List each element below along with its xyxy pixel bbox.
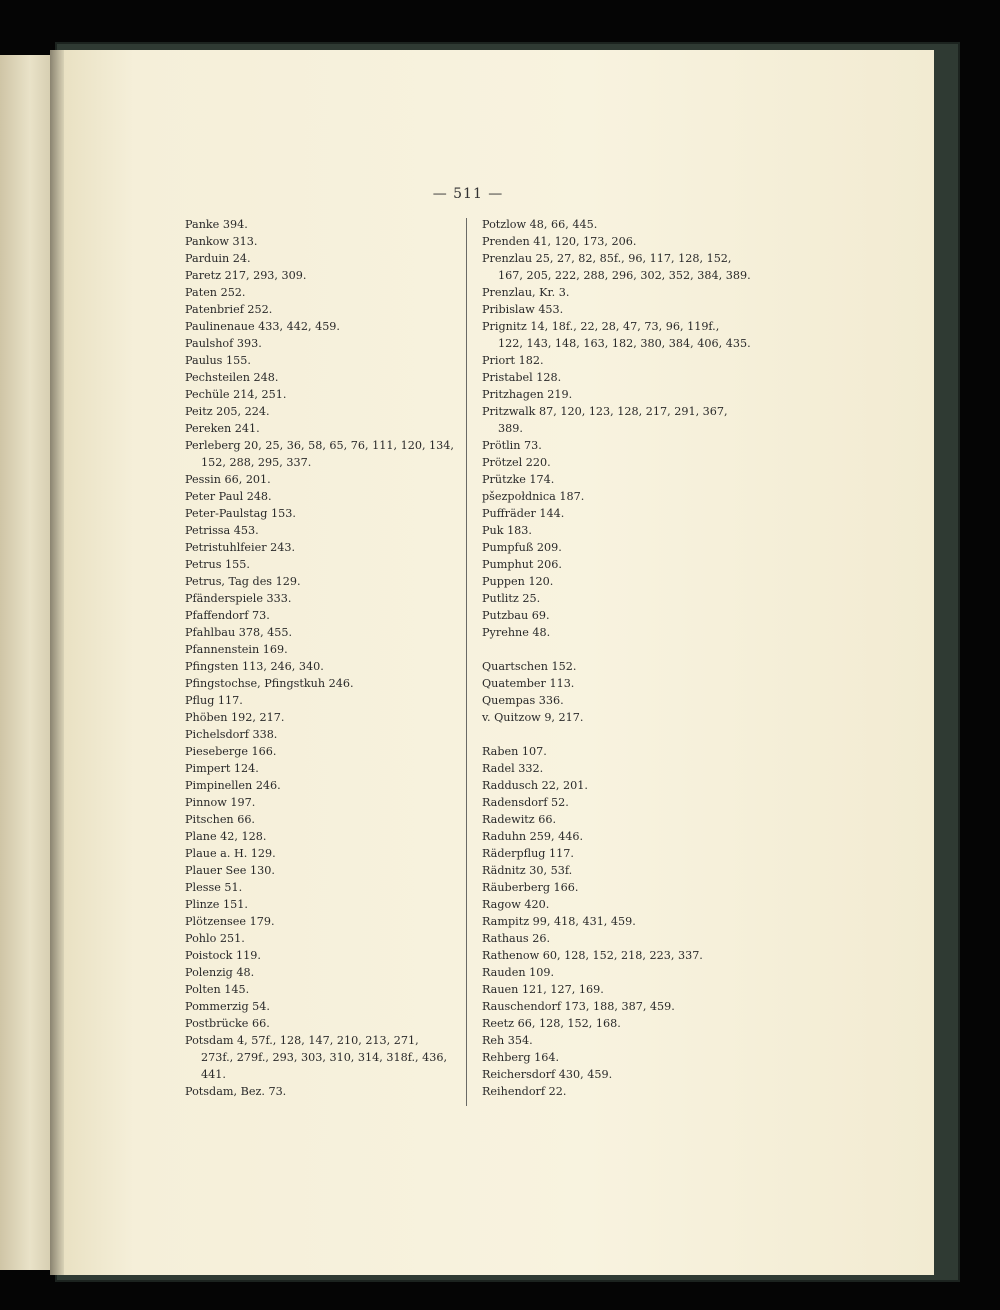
index-entry — [185, 607, 470, 624]
index-entry — [482, 607, 782, 624]
index-entry-line: Pichelsdorf 338. — [185, 728, 278, 741]
index-entry — [482, 879, 782, 896]
index-entry — [185, 335, 470, 352]
index-entry-line: Radensdorf 52. — [482, 796, 569, 809]
index-entry-line: Prignitz 14, 18f., 22, 28, 47, 73, 96, 119f., — [482, 320, 720, 333]
index-entry — [482, 1049, 782, 1066]
index-entry-line: Rathenow 60, 128, 152, 218, 223, 337. — [482, 949, 703, 962]
index-entry-line: Pankow 313. — [185, 235, 258, 248]
index-entry-line: Parduin 24. — [185, 252, 251, 265]
index-entry — [482, 998, 782, 1015]
index-entry — [185, 573, 470, 590]
section-gap — [482, 726, 782, 743]
index-entry-line: Prützke 174. — [482, 473, 555, 486]
index-entry-line: Peitz 205, 224. — [185, 405, 270, 418]
index-entry-line: Rehberg 164. — [482, 1051, 560, 1064]
index-entry-line: Räderpflug 117. — [482, 847, 574, 860]
index-entry — [185, 539, 470, 556]
index-entry — [482, 794, 782, 811]
index-entry-line: Paretz 217, 293, 309. — [185, 269, 307, 282]
index-entry-line: Puffräder 144. — [482, 507, 565, 520]
index-entry — [185, 641, 470, 658]
index-entry-line: Radewitz 66. — [482, 813, 557, 826]
index-entry-line: Pfingsten 113, 246, 340. — [185, 660, 324, 673]
index-entry-line: Pyrehne 48. — [482, 626, 551, 639]
index-entry-line: Pfannenstein 169. — [185, 643, 288, 656]
index-entry — [185, 930, 470, 947]
index-entry-line: Raduhn 259, 446. — [482, 830, 584, 843]
index-entry — [482, 777, 782, 794]
section-gap — [482, 641, 782, 658]
index-entry-line: Pfingstochse, Pfingstkuh 246. — [185, 677, 354, 690]
index-entry — [482, 896, 782, 913]
index-entry — [482, 233, 782, 250]
index-entry-line: Petrus 155. — [185, 558, 250, 571]
index-entry-line: Pohlo 251. — [185, 932, 245, 945]
index-entry-line: Quempas 336. — [482, 694, 564, 707]
index-entry — [482, 760, 782, 777]
index-entry — [482, 556, 782, 573]
index-entry — [185, 1015, 470, 1032]
index-entry — [185, 403, 470, 420]
index-entry-line: Paten 252. — [185, 286, 246, 299]
index-entry — [185, 981, 470, 998]
index-entry-line: Pritzwalk 87, 120, 123, 128, 217, 291, 367, — [482, 405, 728, 418]
index-entry-line: Quartschen 152. — [482, 660, 577, 673]
index-entry-line: Putlitz 25. — [482, 592, 541, 605]
index-entry — [185, 505, 470, 522]
index-entry — [482, 709, 782, 726]
index-entry — [482, 1066, 782, 1083]
index-entry-line: pšezpołdnica 187. — [482, 490, 585, 503]
index-entry-line: Pimpert 124. — [185, 762, 259, 775]
index-entry — [185, 1083, 470, 1100]
index-entry — [185, 352, 470, 369]
index-entry — [185, 658, 470, 675]
index-entry-line: Potsdam, Bez. 73. — [185, 1085, 287, 1098]
index-entry-line: Pfänderspiele 333. — [185, 592, 292, 605]
index-entry-line: Paulshof 393. — [185, 337, 262, 350]
index-entry — [185, 590, 470, 607]
index-entry — [482, 352, 782, 369]
index-entry — [482, 692, 782, 709]
index-entry-line: Pfahlbau 378, 455. — [185, 626, 293, 639]
index-entry — [482, 403, 782, 437]
index-entry — [185, 879, 470, 896]
index-entry-line: Rädnitz 30, 53f. — [482, 864, 573, 877]
index-entry — [482, 862, 782, 879]
index-entry-line: Pieseberge 166. — [185, 745, 277, 758]
index-entry-line: Polten 145. — [185, 983, 250, 996]
index-entry-line: Prötlin 73. — [482, 439, 542, 452]
index-entry — [482, 522, 782, 539]
index-entry — [185, 250, 470, 267]
index-entry — [185, 284, 470, 301]
index-entry-line: Rauden 109. — [482, 966, 555, 979]
index-entry-line: Plauer See 130. — [185, 864, 275, 877]
index-entry — [185, 216, 470, 233]
index-entry — [185, 726, 470, 743]
index-entry-line: Reetz 66, 128, 152, 168. — [482, 1017, 621, 1030]
index-entry — [185, 964, 470, 981]
index-entry — [482, 947, 782, 964]
index-entry — [185, 862, 470, 879]
index-entry — [482, 743, 782, 760]
index-entry — [482, 1015, 782, 1032]
index-entry — [482, 981, 782, 998]
index-entry — [482, 301, 782, 318]
index-entry-line: Plesse 51. — [185, 881, 243, 894]
index-entry-line: Pinnow 197. — [185, 796, 256, 809]
index-entry — [185, 301, 470, 318]
index-entry-line: Reh 354. — [482, 1034, 533, 1047]
index-entry-line: Pristabel 128. — [482, 371, 562, 384]
index-entry-line: Pimpinellen 246. — [185, 779, 281, 792]
index-entry-line: Pritzhagen 219. — [482, 388, 573, 401]
index-entry-line: Reichersdorf 430, 459. — [482, 1068, 613, 1081]
index-entry-line: Pumphut 206. — [482, 558, 562, 571]
column-divider — [466, 218, 467, 1106]
index-entry-line: Petrus, Tag des 129. — [185, 575, 301, 588]
index-entry — [482, 658, 782, 675]
index-entry — [482, 590, 782, 607]
index-entry-line: Pitschen 66. — [185, 813, 255, 826]
index-entry — [482, 369, 782, 386]
index-entry-line: Quatember 113. — [482, 677, 575, 690]
index-entry-line: Phöben 192, 217. — [185, 711, 285, 724]
index-entry — [482, 488, 782, 505]
index-entry — [185, 828, 470, 845]
index-entry-line: Rampitz 99, 418, 431, 459. — [482, 915, 636, 928]
index-entry — [482, 471, 782, 488]
index-entry — [482, 624, 782, 641]
index-entry — [185, 318, 470, 335]
index-entry-line: Petristuhlfeier 243. — [185, 541, 296, 554]
index-entry-line: Prötzel 220. — [482, 456, 551, 469]
index-entry-line: Puppen 120. — [482, 575, 554, 588]
index-entry — [482, 284, 782, 301]
index-entry — [185, 556, 470, 573]
index-entry-line: Raddusch 22, 201. — [482, 779, 588, 792]
index-entry-line: Rathaus 26. — [482, 932, 551, 945]
index-entry — [185, 675, 470, 692]
index-entry-line: Panke 394. — [185, 218, 248, 231]
index-entry — [482, 913, 782, 930]
index-entry-line: Pechsteilen 248. — [185, 371, 279, 384]
index-entry — [185, 233, 470, 250]
index-entry-line: Pumpfuß 209. — [482, 541, 562, 554]
index-entry-line: Polenzig 48. — [185, 966, 255, 979]
index-entry — [482, 250, 782, 284]
index-entry — [185, 522, 470, 539]
index-entry — [185, 811, 470, 828]
index-entry — [482, 964, 782, 981]
index-entry — [482, 811, 782, 828]
index-entry-line: Potsdam 4, 57f., 128, 147, 210, 213, 271, — [185, 1034, 419, 1047]
index-entry-line: Pfaffendorf 73. — [185, 609, 270, 622]
page-number: — 511 — — [432, 186, 504, 202]
index-entry — [185, 794, 470, 811]
index-entry — [482, 505, 782, 522]
index-entry-line: Pribislaw 453. — [482, 303, 564, 316]
index-entry-line: Paulinenaue 433, 442, 459. — [185, 320, 340, 333]
index-entry-line: Petrissa 453. — [185, 524, 259, 537]
facing-page-edge — [0, 55, 50, 1270]
index-entry-line: Radel 332. — [482, 762, 544, 775]
index-entry — [185, 692, 470, 709]
index-entry-continuation: 441. — [201, 1068, 226, 1081]
index-entry-continuation: 167, 205, 222, 288, 296, 302, 352, 384, 389. — [498, 269, 751, 282]
index-entry — [185, 947, 470, 964]
index-column-left — [185, 216, 470, 1100]
index-entry — [482, 930, 782, 947]
index-entry-line: Plane 42, 128. — [185, 830, 267, 843]
index-entry-line: Plinze 151. — [185, 898, 248, 911]
index-entry — [482, 828, 782, 845]
index-entry — [482, 675, 782, 692]
index-entry — [185, 998, 470, 1015]
index-entry — [482, 437, 782, 454]
index-entry-continuation: 389. — [498, 422, 523, 435]
index-entry — [185, 488, 470, 505]
index-entry-line: Pflug 117. — [185, 694, 243, 707]
index-entry — [185, 624, 470, 641]
index-entry-line: Paulus 155. — [185, 354, 251, 367]
index-entry — [185, 471, 470, 488]
index-entry-line: Ragow 420. — [482, 898, 550, 911]
index-entry-line: Plaue a. H. 129. — [185, 847, 276, 860]
index-entry-line: Peter-Paulstag 153. — [185, 507, 296, 520]
index-entry — [482, 1083, 782, 1100]
index-entry-line: Räuberberg 166. — [482, 881, 579, 894]
index-entry — [482, 845, 782, 862]
index-entry-line: Potzlow 48, 66, 445. — [482, 218, 598, 231]
index-entry-line: Pechüle 214, 251. — [185, 388, 287, 401]
index-entry-line: Puk 183. — [482, 524, 532, 537]
index-entry-line: Plötzensee 179. — [185, 915, 275, 928]
index-entry-line: v. Quitzow 9, 217. — [482, 711, 584, 724]
index-entry-line: Peter Paul 248. — [185, 490, 272, 503]
index-entry-line: Pessin 66, 201. — [185, 473, 271, 486]
index-entry-line: Reihendorf 22. — [482, 1085, 567, 1098]
index-entry — [482, 216, 782, 233]
index-entry-continuation: 122, 143, 148, 163, 182, 380, 384, 406, 435. — [498, 337, 751, 350]
index-entry — [482, 1032, 782, 1049]
index-column-right — [482, 216, 782, 1100]
index-entry-line: Perleberg 20, 25, 36, 58, 65, 76, 111, 120, 134, — [185, 439, 454, 452]
index-entry-line: Patenbrief 252. — [185, 303, 273, 316]
index-entry — [482, 454, 782, 471]
index-entry-line: Prenzlau 25, 27, 82, 85f., 96, 117, 128, 152, — [482, 252, 732, 265]
index-entry — [185, 1032, 470, 1083]
index-entry — [482, 386, 782, 403]
index-entry-line: Pereken 241. — [185, 422, 260, 435]
index-entry — [185, 369, 470, 386]
index-entry-line: Rauschendorf 173, 188, 387, 459. — [482, 1000, 675, 1013]
index-entry-line: Prenzlau, Kr. 3. — [482, 286, 570, 299]
index-entry-line: Poistock 119. — [185, 949, 261, 962]
index-entry — [185, 420, 470, 437]
index-entry-line: Postbrücke 66. — [185, 1017, 270, 1030]
index-entry-line: Prenden 41, 120, 173, 206. — [482, 235, 637, 248]
index-entry — [482, 318, 782, 352]
index-entry — [185, 777, 470, 794]
index-entry-continuation: 152, 288, 295, 337. — [201, 456, 312, 469]
index-entry — [185, 386, 470, 403]
index-entry — [185, 845, 470, 862]
page-gutter — [50, 50, 64, 1275]
index-entry — [185, 709, 470, 726]
index-entry-line: Rauen 121, 127, 169. — [482, 983, 604, 996]
index-entry-continuation: 273f., 279f., 293, 303, 310, 314, 318f., 436, — [201, 1051, 448, 1064]
index-entry — [185, 267, 470, 284]
index-entry — [185, 896, 470, 913]
index-entry — [185, 913, 470, 930]
index-entry — [185, 743, 470, 760]
index-entry-line: Pommerzig 54. — [185, 1000, 270, 1013]
index-entry — [185, 437, 470, 471]
index-entry — [482, 539, 782, 556]
index-entry-line: Raben 107. — [482, 745, 547, 758]
index-entry-line: Putzbau 69. — [482, 609, 550, 622]
index-entry — [185, 760, 470, 777]
index-entry — [482, 573, 782, 590]
index-entry-line: Priort 182. — [482, 354, 544, 367]
